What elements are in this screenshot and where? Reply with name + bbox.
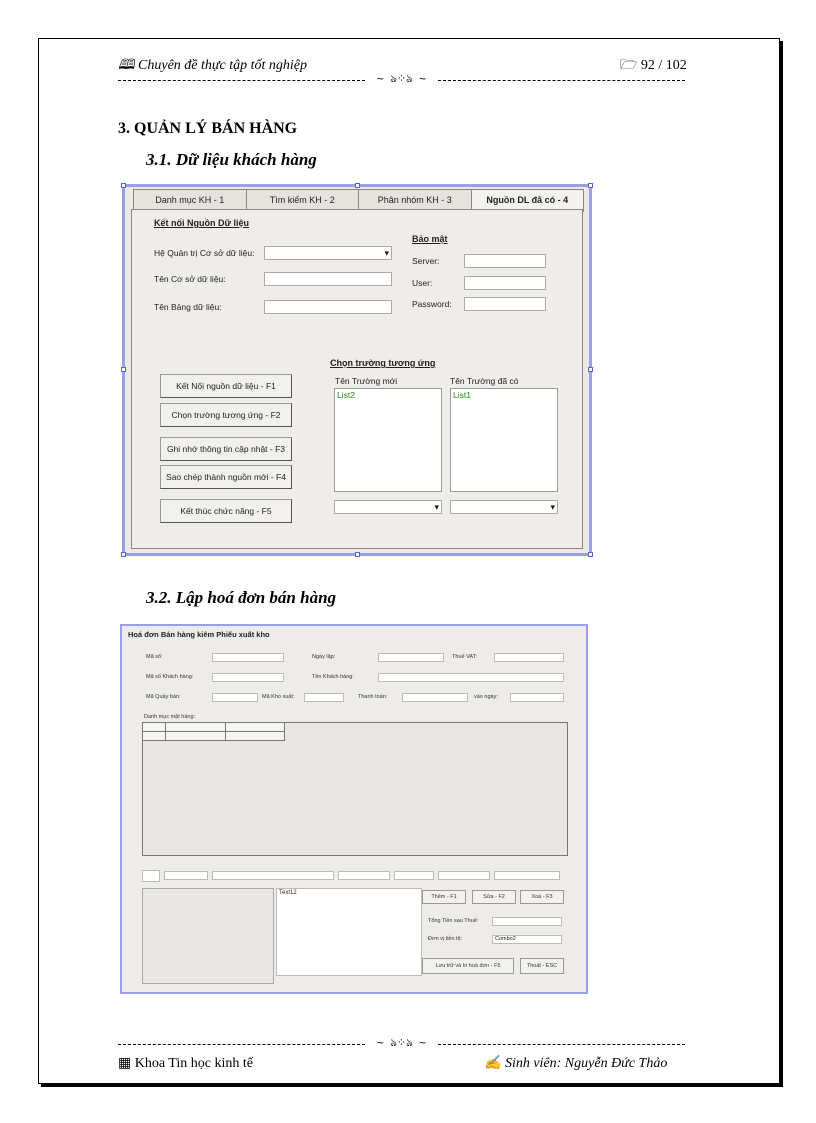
subsection-1-heading: 3.1. Dữ liệu khách hàng [146, 150, 317, 169]
new-field-list[interactable]: List2 [334, 388, 442, 492]
tab-bar [133, 189, 583, 211]
new-field-combo[interactable] [334, 500, 442, 514]
maquay-label: Mã Quầy bán: [146, 694, 181, 700]
luu-in-button[interactable]: Lưu trữ và In hoá đơn - F5 [422, 958, 514, 974]
old-field-label: Tên Trường đã có [450, 376, 519, 386]
new-field-label: Tên Trường mới [335, 376, 398, 386]
security-title: Bảo mật [412, 234, 448, 244]
xoa-button[interactable]: Xoá - F3 [520, 890, 564, 904]
makh-label: Mã số Khách hàng: [146, 674, 194, 680]
footer-separator: ~ ঌ⁘ঌ ~ [118, 1036, 685, 1050]
select-fields-button[interactable]: Chọn trường tương ứng - F2 [160, 403, 292, 427]
sua-button[interactable]: Sửa - F2 [472, 890, 516, 904]
section-heading: 3. QUẢN LÝ BÁN HÀNG [118, 120, 298, 137]
subsection-2-heading: 3.2. Lập hoá đơn bán hàng [146, 588, 337, 607]
ngaylap-input[interactable] [378, 653, 444, 662]
makho-label: Mã Kho xuất: [262, 694, 295, 700]
invoice-form-title: Hoá đơn Bán hàng kiêm Phiếu xuất kho [128, 630, 270, 639]
thuevat-label: Thuế VAT: [452, 654, 477, 660]
tab-panel [131, 209, 583, 549]
text12-box[interactable]: Text12 [276, 888, 422, 976]
thuevat-input[interactable] [494, 653, 564, 662]
building-icon: ▦ [118, 1056, 135, 1071]
header-title: 🕮 Chuyên đề thực tập tốt nghiệp [118, 58, 308, 73]
items-grid[interactable] [142, 722, 568, 856]
invoice-form-screenshot [120, 624, 588, 994]
book-icon: 🕮 [118, 58, 139, 73]
folder-icon: 🗁 [620, 58, 641, 73]
tenkh-input[interactable] [378, 673, 564, 682]
tab-customer-list[interactable]: Danh mục KH - 1 [133, 189, 247, 211]
vaongay-input[interactable] [510, 693, 564, 702]
maso-label: Mã số: [146, 654, 163, 660]
thanhtoan-label: Thanh toán: [358, 694, 388, 700]
table-input[interactable] [264, 300, 392, 314]
pen-icon: ✍ [484, 1056, 505, 1071]
tongtien-label: Tổng Tiền sau Thuế: [428, 918, 479, 924]
total-field-6 [494, 871, 560, 880]
dbms-combo[interactable] [264, 246, 392, 260]
old-field-list[interactable]: List1 [450, 388, 558, 492]
footer-student: ✍ Sinh viên: Nguyễn Đức Thảo [484, 1056, 668, 1071]
connect-button[interactable]: Kết Nối nguồn dữ liệu - F1 [160, 374, 292, 398]
user-label: User: [412, 278, 433, 288]
tab-data-source[interactable]: Nguồn DL đã có - 4 [471, 189, 585, 212]
danhmuc-label: Danh mục mặt hàng: [144, 714, 196, 720]
thoat-button[interactable]: Thoát - ESC [520, 958, 564, 974]
server-label: Server: [412, 256, 440, 266]
match-fields-title: Chọn trường tương ứng [330, 358, 436, 368]
thanhtoan-combo[interactable] [402, 693, 468, 702]
header-page: 🗁 92 / 102 [620, 58, 687, 73]
server-input[interactable] [464, 254, 546, 268]
notes-panel [142, 888, 274, 984]
them-button[interactable]: Thêm - F1 [422, 890, 466, 904]
password-label: Password: [412, 299, 452, 309]
exit-button[interactable]: Kết thúc chức năng - F5 [160, 499, 292, 523]
copy-source-button[interactable]: Sao chép thành nguồn mới - F4 [160, 465, 292, 489]
ngaylap-label: Ngày lập: [312, 654, 336, 660]
total-field-1 [164, 871, 208, 880]
old-field-combo[interactable] [450, 500, 558, 514]
vaongay-label: vào ngày: [474, 694, 498, 700]
maquay-input[interactable] [212, 693, 258, 702]
makho-input[interactable] [304, 693, 344, 702]
header-separator: ~ ঌ⁘ঌ ~ [118, 72, 685, 86]
user-input[interactable] [464, 276, 546, 290]
tab-customer-group[interactable]: Phân nhóm KH - 3 [358, 189, 472, 211]
tab-customer-search[interactable]: Tìm kiếm KH - 2 [246, 189, 360, 211]
dbms-label: Hệ Quản trị Cơ sở dữ liệu: [154, 248, 255, 258]
dbname-label: Tên Cơ sở dữ liệu: [154, 274, 226, 284]
nav-box[interactable] [142, 870, 160, 882]
tenkh-label: Tên Khách hàng: [312, 674, 354, 680]
total-field-2 [212, 871, 334, 880]
maso-input[interactable] [212, 653, 284, 662]
makh-input[interactable] [212, 673, 284, 682]
customer-data-form-screenshot [122, 184, 592, 556]
footer-faculty: ▦ Khoa Tin học kinh tế [118, 1056, 253, 1071]
password-input[interactable] [464, 297, 546, 311]
combo2-select[interactable]: Combo2 [492, 935, 562, 944]
total-field-4 [394, 871, 434, 880]
tongtien-input [492, 917, 562, 926]
total-field-5 [438, 871, 490, 880]
table-label: Tên Bảng dữ liệu: [154, 302, 222, 312]
connect-section-title: Kết nối Nguồn Dữ liệu [154, 218, 250, 228]
donvi-label: Đơn vị tiền tệ: [428, 936, 463, 942]
total-field-3 [338, 871, 390, 880]
dbname-input[interactable] [264, 272, 392, 286]
save-info-button[interactable]: Ghi nhớ thông tin cập nhật - F3 [160, 437, 292, 461]
